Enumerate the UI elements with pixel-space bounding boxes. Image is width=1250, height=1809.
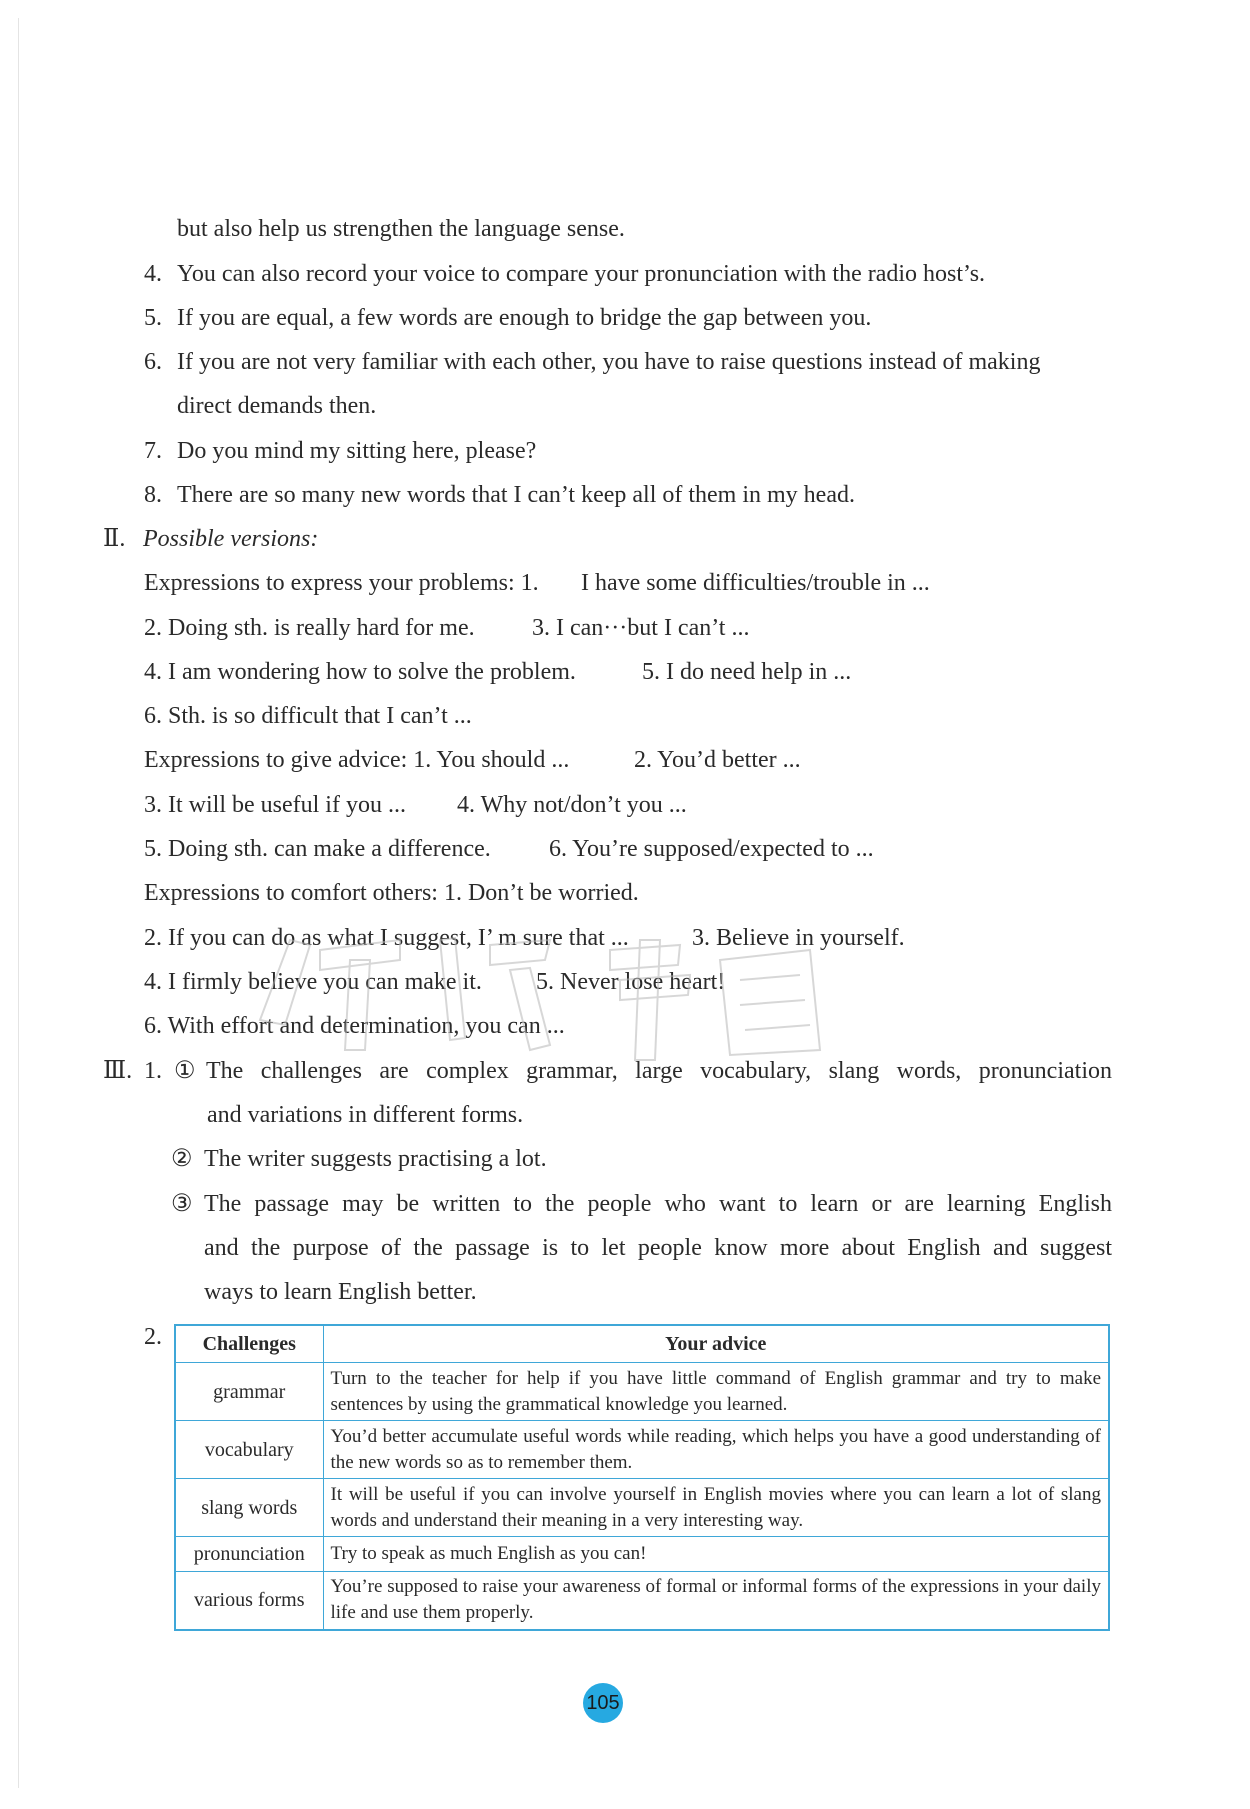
- advice-table: [174, 1324, 1110, 1631]
- table-row: [175, 1363, 1109, 1421]
- answer-text: The challenges are complex grammar, large vocabulary, slang words, pronunciation: [206, 1058, 1112, 1084]
- line-text: 3. It will be useful if you ...: [144, 792, 406, 818]
- text-line: ways to learn English better.: [204, 1279, 477, 1305]
- table-row: [175, 1537, 1109, 1572]
- line-text: 5. Never lose heart!: [536, 969, 726, 995]
- answer-text: The passage may be written to the people who want to learn or are learning English: [204, 1191, 1112, 1217]
- text-line: [144, 657, 852, 687]
- line-text: 4. I firmly believe you can make it.: [144, 969, 482, 995]
- advice-cell: Try to speak as much English as you can!: [323, 1537, 1109, 1572]
- roman-numeral: Ⅲ.: [103, 1058, 133, 1084]
- item-number: 7.: [144, 438, 162, 464]
- advice-cell: Turn to the teacher for help if you have little command of English grammar and try to make sentences by using the grammatical knowledge you learned.: [323, 1363, 1109, 1421]
- text-line: [144, 790, 687, 820]
- list-item: [144, 259, 986, 289]
- question-number: 1.: [144, 1058, 162, 1084]
- line-text: 4. I am wondering how to solve the problem.: [144, 659, 576, 685]
- table-row: [175, 1479, 1109, 1537]
- answer-marker: ②: [171, 1146, 193, 1172]
- item-number: 4.: [144, 261, 162, 287]
- item-number: 8.: [144, 482, 162, 508]
- advice-cell: You’re supposed to raise your awareness of formal or informal forms of the expressions in your daily life and use them properly.: [323, 1572, 1109, 1630]
- text-line: and the purpose of the passage is to let people know more about English and suggest: [204, 1235, 1112, 1261]
- advice-cell: It will be useful if you can involve yourself in English movies where you can learn a lot of slang words and understand their meaning in a very interesting way.: [323, 1479, 1109, 1537]
- item-text: You can also record your voice to compare your pronunciation with the radio host’s.: [177, 261, 986, 287]
- text-line: [144, 967, 726, 997]
- list-item: [144, 436, 537, 466]
- line-text: 5. Doing sth. can make a difference.: [144, 836, 491, 862]
- line-text: 3. Believe in yourself.: [692, 925, 905, 951]
- section-heading: [103, 524, 319, 554]
- table-header-row: [175, 1325, 1109, 1363]
- line-text: 3. I can···but I can’t ...: [532, 615, 750, 641]
- item-text: If you are not very familiar with each other, you have to raise questions instead of making: [177, 349, 1041, 375]
- line-text: 2. You’d better ...: [634, 747, 801, 773]
- page-edge: [18, 18, 19, 1788]
- text-line: [144, 923, 905, 953]
- table-row: [175, 1421, 1109, 1479]
- line-text: Expressions to express your problems: 1.: [144, 570, 539, 596]
- line-text: 6. You’re supposed/expected to ...: [549, 836, 874, 862]
- answer-text: The writer suggests practising a lot.: [204, 1146, 547, 1172]
- text-line: but also help us strengthen the language sense.: [177, 216, 625, 242]
- advice-cell: You’d better accumulate useful words while reading, which helps you have a good understanding of the new words so as to remember them.: [323, 1421, 1109, 1479]
- answer-marker: ①: [174, 1058, 196, 1084]
- text-line: and variations in different forms.: [207, 1102, 524, 1128]
- question-number: 2.: [144, 1324, 162, 1350]
- text-line: 6. With effort and determination, you can ...: [144, 1013, 565, 1039]
- text-line: [144, 568, 930, 598]
- list-item: [144, 303, 872, 333]
- challenge-cell: slang words: [175, 1479, 323, 1537]
- item-number: 6.: [144, 349, 162, 375]
- text-line: Expressions to comfort others: 1. Don’t be worried.: [144, 880, 639, 906]
- line-text: Expressions to give advice: 1. You should ...: [144, 747, 570, 773]
- roman-numeral: Ⅱ.: [103, 526, 126, 552]
- text-line: [144, 745, 801, 775]
- item-text: Do you mind my sitting here, please?: [177, 438, 537, 464]
- text-line: [144, 613, 750, 643]
- line-text: 4. Why not/don’t you ...: [457, 792, 687, 818]
- text-line: 6. Sth. is so difficult that I can’t ...: [144, 703, 472, 729]
- item-text: If you are equal, a few words are enough to bridge the gap between you.: [177, 305, 872, 331]
- line-text: 2. Doing sth. is really hard for me.: [144, 615, 475, 641]
- text-line: direct demands then.: [177, 393, 377, 419]
- section-heading: [103, 1056, 162, 1086]
- page-number-badge: 105: [583, 1683, 623, 1723]
- text-line: [144, 834, 874, 864]
- column-header: Your advice: [323, 1325, 1109, 1363]
- list-item: [144, 347, 1041, 377]
- column-header: Challenges: [175, 1325, 323, 1363]
- table-row: [175, 1572, 1109, 1630]
- line-text: I have some difficulties/trouble in ...: [581, 570, 930, 596]
- item-number: 5.: [144, 305, 162, 331]
- list-item: [144, 480, 855, 510]
- challenge-cell: grammar: [175, 1363, 323, 1421]
- challenge-cell: vocabulary: [175, 1421, 323, 1479]
- answer-marker: ③: [171, 1191, 193, 1217]
- challenge-cell: pronunciation: [175, 1537, 323, 1572]
- line-text: 5. I do need help in ...: [642, 659, 852, 685]
- heading-text: Possible versions:: [143, 526, 319, 552]
- line-text: 2. If you can do as what I suggest, I’ m sure that ...: [144, 925, 629, 951]
- challenge-cell: various forms: [175, 1572, 323, 1630]
- item-text: There are so many new words that I can’t keep all of them in my head.: [177, 482, 855, 508]
